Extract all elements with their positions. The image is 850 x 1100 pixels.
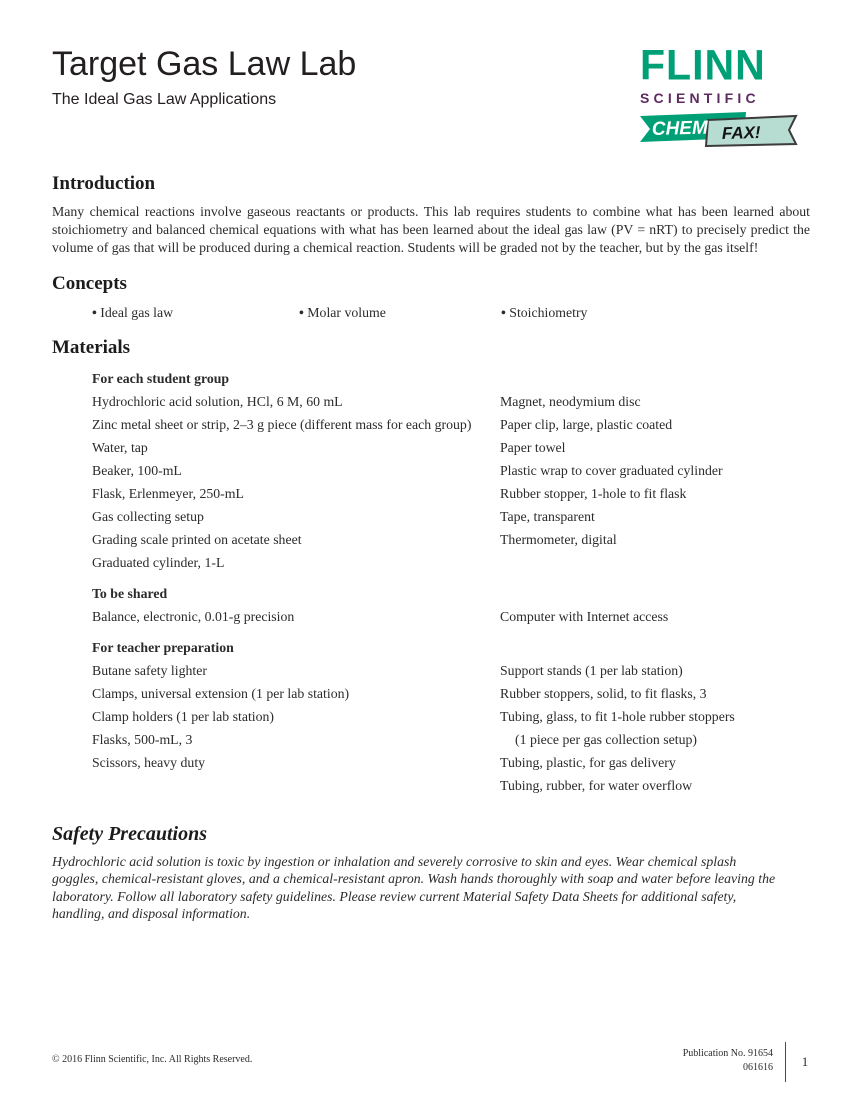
materials-item: Beaker, 100-mL bbox=[92, 462, 182, 478]
scientific-wordmark: SCIENTIFIC bbox=[640, 89, 760, 106]
materials-item: Paper towel bbox=[500, 439, 566, 455]
concept-item: • Molar volume bbox=[299, 305, 501, 321]
concept-item: • Stoichiometry bbox=[501, 305, 587, 321]
materials-item: Tape, transparent bbox=[500, 508, 595, 524]
page-subtitle: The Ideal Gas Law Applications bbox=[52, 91, 277, 109]
materials-group-columns bbox=[92, 605, 810, 628]
materials-item: Hydrochloric acid solution, HCl, 6 M, 60 mL bbox=[92, 393, 343, 409]
materials-item: Balance, electronic, 0.01-g precision bbox=[92, 608, 295, 624]
materials-column-left bbox=[92, 390, 500, 574]
materials-item: Tubing, glass, to fit 1-hole rubber stoppers bbox=[500, 708, 735, 724]
section-heading-materials: Materials bbox=[52, 336, 131, 358]
publication-line-2: 061616 bbox=[743, 1062, 773, 1073]
materials-item: Support stands (1 per lab station) bbox=[500, 662, 683, 678]
materials-column-right bbox=[500, 605, 810, 628]
concept-item: • Ideal gas law bbox=[92, 305, 299, 321]
materials-item: (1 piece per gas collection setup) bbox=[515, 731, 697, 747]
materials-item: Flask, Erlenmeyer, 250-mL bbox=[92, 485, 244, 501]
footer bbox=[52, 1042, 812, 1082]
page-number: 1 bbox=[801, 1054, 809, 1069]
materials-item: Water, tap bbox=[92, 439, 148, 455]
materials-item: Graduated cylinder, 1-L bbox=[92, 554, 225, 570]
title-block bbox=[52, 46, 356, 109]
chemfax-chem-text: CHEM bbox=[651, 117, 709, 140]
section-heading-introduction: Introduction bbox=[52, 172, 156, 194]
page-title: Target Gas Law Lab bbox=[52, 45, 357, 83]
materials-item: Zinc metal sheet or strip, 2–3 g piece (different mass for each group) bbox=[92, 416, 472, 432]
footer-right bbox=[683, 1042, 812, 1082]
materials-column-left bbox=[92, 605, 500, 628]
concepts-list bbox=[92, 305, 810, 321]
publication-line-1: Publication No. 91654 bbox=[682, 1048, 773, 1059]
materials-item: Thermometer, digital bbox=[500, 531, 617, 547]
flinn-logo bbox=[640, 40, 802, 147]
materials-item: Grading scale printed on acetate sheet bbox=[92, 531, 302, 547]
chemfax-badge bbox=[640, 111, 798, 147]
materials-column-right bbox=[500, 659, 810, 797]
materials-item: Magnet, neodymium disc bbox=[500, 393, 641, 409]
materials-group-columns bbox=[92, 390, 810, 574]
materials-item: Rubber stopper, 1-hole to fit flask bbox=[500, 485, 687, 501]
materials-item: Tubing, rubber, for water overflow bbox=[500, 777, 693, 793]
materials-item: Paper clip, large, plastic coated bbox=[500, 416, 673, 432]
publication-number bbox=[683, 1047, 773, 1075]
materials-item: Clamps, universal extension (1 per lab station) bbox=[92, 685, 350, 701]
materials-item: Plastic wrap to cover graduated cylinder bbox=[500, 462, 723, 478]
materials-block bbox=[92, 367, 810, 797]
section-heading-concepts: Concepts bbox=[52, 272, 127, 294]
materials-item: Tubing, plastic, for gas delivery bbox=[500, 754, 676, 770]
footer-divider bbox=[785, 1042, 786, 1082]
header bbox=[52, 40, 810, 147]
materials-item: Rubber stoppers, solid, to fit flasks, 3 bbox=[500, 685, 707, 701]
materials-group-columns bbox=[92, 659, 810, 797]
materials-column-left bbox=[92, 659, 500, 797]
section-heading-safety-precautions: Safety Precautions bbox=[52, 822, 207, 845]
materials-item: Flasks, 500-mL, 3 bbox=[92, 731, 193, 747]
materials-item: Gas collecting setup bbox=[92, 508, 204, 524]
materials-column-right bbox=[500, 390, 810, 574]
materials-item: Clamp holders (1 per lab station) bbox=[92, 708, 275, 724]
materials-group-label: For teacher preparation bbox=[92, 639, 234, 655]
materials-group-label: For each student group bbox=[92, 370, 230, 386]
safety-paragraph: Hydrochloric acid solution is toxic by ingestion or inhalation and severely corrosive to skin and eyes. Wear chemical splash goggles, chemical-resistant gloves, and a chemical-resistant apron. Wash hands thoroughly with soap and water before leaving the laboratory. Follow all laboratory safety guidelines. Please review current Material Safety Data Sheets for additional safety, handling, and disposal information. bbox=[52, 853, 776, 922]
introduction-paragraph: Many chemical reactions involve gaseous reactants or products. This lab requires students to combine what has been learned about stoichiometry and balanced chemical equations with what has been learned about the ideal gas law (PV = nRT) to precisely predict the volume of gas that will be produced during a chemical reaction. Students will be graded not by the teacher, but by the gas itself! bbox=[52, 203, 810, 255]
materials-item: Computer with Internet access bbox=[500, 608, 669, 624]
flinn-wordmark: FLINN bbox=[640, 40, 766, 90]
materials-item: Scissors, heavy duty bbox=[92, 754, 206, 770]
materials-group-label: To be shared bbox=[92, 585, 168, 601]
chemfax-fax-text: FAX! bbox=[721, 122, 761, 143]
materials-item: Butane safety lighter bbox=[92, 662, 207, 678]
footer-copyright: © 2016 Flinn Scientific, Inc. All Rights Reserved. bbox=[52, 1054, 253, 1065]
